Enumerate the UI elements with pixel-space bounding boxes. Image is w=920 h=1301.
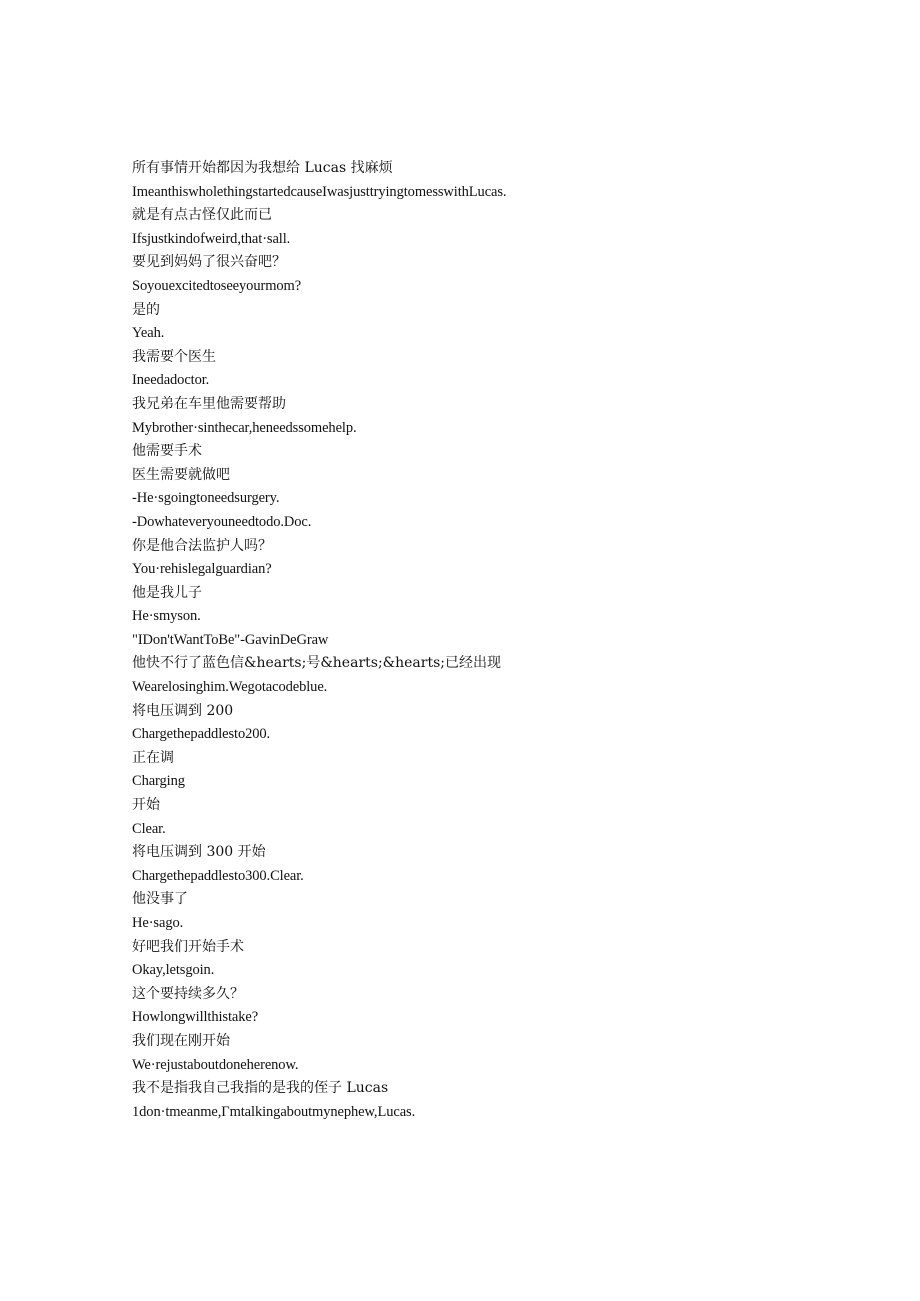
transcript-line-zh: 是的 xyxy=(132,301,160,318)
transcript-line-zh: 正在调 xyxy=(132,749,174,766)
transcript-line-en: Soyouexcitedtoseeyourmom? xyxy=(132,277,302,294)
transcript-line-zh: 他快不行了蓝色信&hearts;号&hearts;&hearts;已经出现 xyxy=(132,655,501,672)
transcript-line-zh: 将电压调到 300 开始 xyxy=(132,844,266,861)
transcript-line-en: "IDon'tWantToBe"-GavinDeGraw xyxy=(132,631,329,648)
transcript-line-zh: 将电压调到 200 xyxy=(132,702,234,719)
transcript-line-zh: 我们现在刚开始 xyxy=(132,1032,230,1049)
transcript-line-en: Mybrother·sinthecar,heneedssomehelp. xyxy=(132,419,357,436)
transcript-line-en: Charging xyxy=(132,773,185,790)
transcript-line-en: ImeanthiswholethingstartedcauseIwasjusttryingtomesswithLucas. xyxy=(132,183,507,200)
transcript-line-en: Howlongwillthistake? xyxy=(132,1009,259,1026)
transcript-line-zh: 开始 xyxy=(132,797,160,814)
transcript-line-en: He·sago. xyxy=(132,915,184,931)
transcript-line-zh: 我需要个医生 xyxy=(132,348,216,365)
transcript-line-en: Chargethepaddlesto200. xyxy=(132,726,271,743)
transcript-line-en: You·rehislegalguardian? xyxy=(132,561,272,578)
transcript-line-zh: 你是他合法监护人吗？ xyxy=(132,537,272,554)
transcript-line-en: 1don·tmeanme,Γmtalkingaboutmynephew,Lucas. xyxy=(132,1103,416,1120)
transcript-line-en: Yeah. xyxy=(132,325,165,342)
transcript-line-zh: 他没事了 xyxy=(132,891,188,908)
transcript-line-en: Ineedadoctor. xyxy=(132,372,210,389)
subtitle-transcript xyxy=(132,157,832,1124)
transcript-line-en: Ifsjustkindofweird,that·sall. xyxy=(132,230,291,247)
transcript-line-en: Wearelosinghim.Wegotacodeblue. xyxy=(132,679,328,696)
transcript-line-zh: 所有事情开始都因为我想给 Lucas 找麻烦 xyxy=(132,160,393,176)
transcript-line-en: Clear. xyxy=(132,820,166,837)
transcript-line-zh: 要见到妈妈了很兴奋吧？ xyxy=(132,254,286,271)
transcript-line-en: He·smyson. xyxy=(132,608,201,625)
transcript-line-zh: 他是我儿子 xyxy=(132,584,202,601)
transcript-line-zh: 这个要持续多久？ xyxy=(132,985,244,1002)
transcript-line-zh: 医生需要就做吧 xyxy=(132,466,230,483)
transcript-line-zh: 好吧我们开始手术 xyxy=(132,938,244,955)
transcript-line-zh: 我兄弟在车里他需要帮助 xyxy=(132,395,286,412)
transcript-line-en: Chargethepaddlesto300.Clear. xyxy=(132,867,304,884)
transcript-line-en: -Dowhateveryouneedtodo.Doc. xyxy=(132,513,312,530)
transcript-line-zh: 我不是指我自己我指的是我的侄子 Lucas xyxy=(132,1080,389,1097)
transcript-line-en: We·rejustaboutdoneherenow. xyxy=(132,1056,299,1073)
transcript-line-en: Okay,letsgoin. xyxy=(132,962,215,979)
transcript-line-zh: 就是有点古怪仅此而已 xyxy=(132,207,272,224)
transcript-line-en: -He·sgoingtoneedsurgery. xyxy=(132,490,280,507)
transcript-line-zh: 他需要手术 xyxy=(132,443,202,460)
